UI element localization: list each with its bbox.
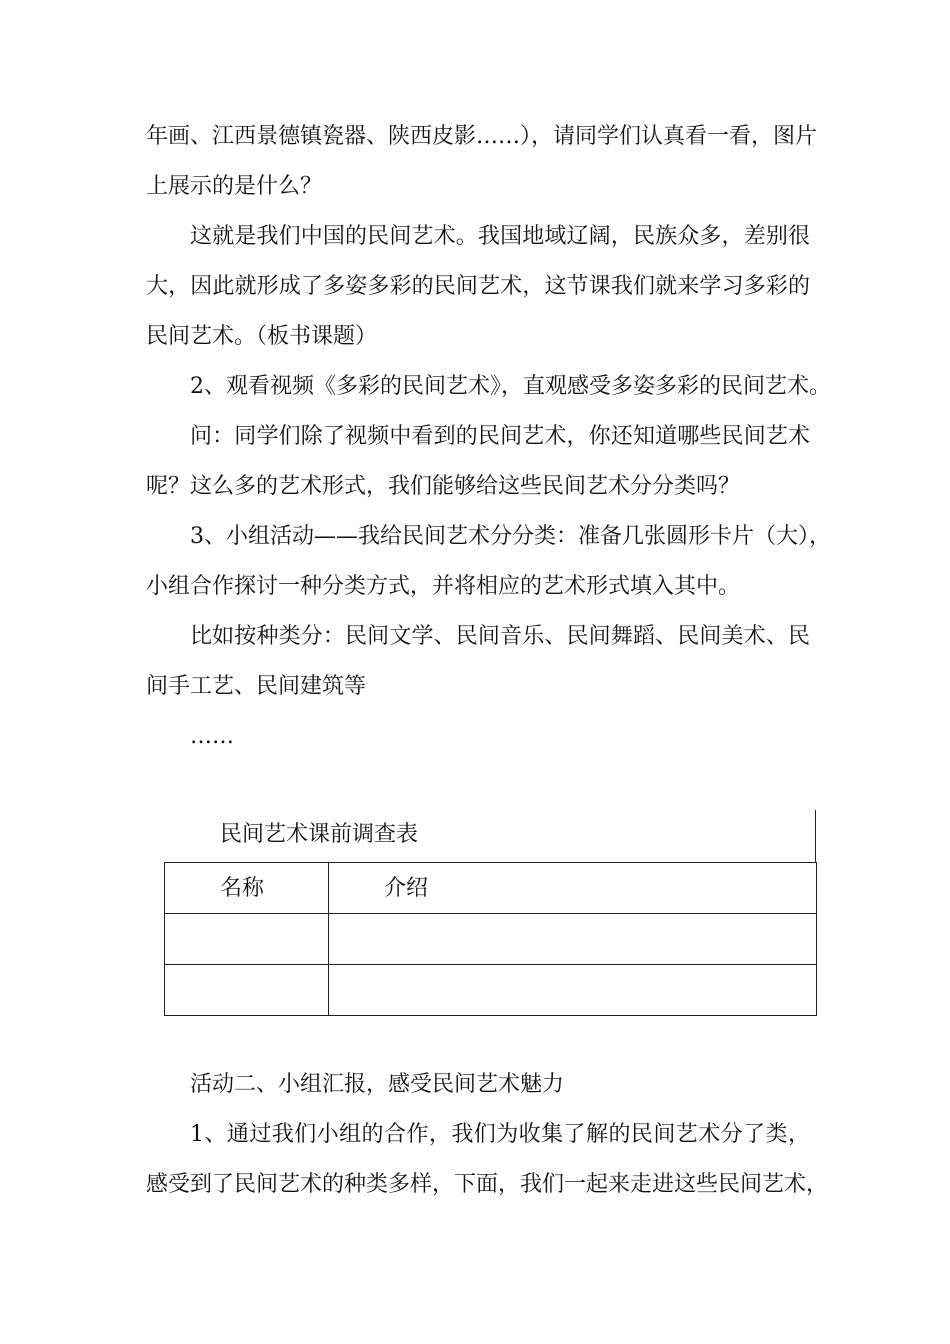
table-cell	[329, 965, 817, 1016]
survey-table	[164, 862, 817, 1016]
paragraph-line: 民间艺术。（板书课题）	[146, 324, 378, 349]
paragraph-line: 比如按种类分：民间文学、民间音乐、民间舞蹈、民间美术、民	[190, 624, 810, 649]
paragraph-line: 1、通过我们小组的合作，我们为收集了解的民间艺术分了类，	[190, 1122, 810, 1147]
table-cell	[165, 965, 329, 1016]
section-heading: 活动二、小组汇报，感受民间艺术魅力	[190, 1072, 565, 1097]
paragraph-line: 问：同学们除了视频中看到的民间艺术，你还知道哪些民间艺术	[190, 424, 810, 449]
paragraph-line: 间手工艺、民间建筑等	[146, 674, 367, 699]
paragraph-line: 这就是我们中国的民间艺术。我国地域辽阔，民族众多，差别很	[190, 224, 810, 249]
paragraph-line: 年画、江西景德镇瓷器、陕西皮影……），请同学们认真看一看，图片	[146, 124, 818, 149]
table-border-line	[815, 810, 816, 862]
header-label: 名称	[220, 876, 265, 901]
table-header-row	[165, 863, 817, 914]
ellipsis-line: ……	[190, 724, 234, 749]
table-cell	[329, 914, 817, 965]
paragraph-line: 感受到了民间艺术的种类多样，下面，我们一起来走进这些民间艺术，	[146, 1172, 829, 1197]
header-label: 介绍	[384, 876, 429, 901]
paragraph-line: 呢？这么多的艺术形式，我们能够给这些民间艺术分分类吗？	[146, 474, 741, 499]
paragraph-line: 小组合作探讨一种分类方式，并将相应的艺术形式填入其中。	[146, 574, 741, 599]
paragraph-line: 上展示的是什么？	[146, 174, 323, 199]
survey-table-title: 民间艺术课前调查表	[220, 822, 419, 847]
table-row	[165, 965, 817, 1016]
table-row	[165, 914, 817, 965]
header-cell-intro	[329, 863, 817, 914]
paragraph-line: 3、小组活动——我给民间艺术分分类：准备几张圆形卡片（大），	[190, 524, 831, 549]
paragraph-line: 大，因此就形成了多姿多彩的民间艺术，这节课我们就来学习多彩的	[146, 274, 810, 299]
table-cell	[165, 914, 329, 965]
paragraph-line: 2、观看视频《多彩的民间艺术》，直观感受多姿多彩的民间艺术。	[190, 374, 831, 399]
header-cell-name	[165, 863, 329, 914]
